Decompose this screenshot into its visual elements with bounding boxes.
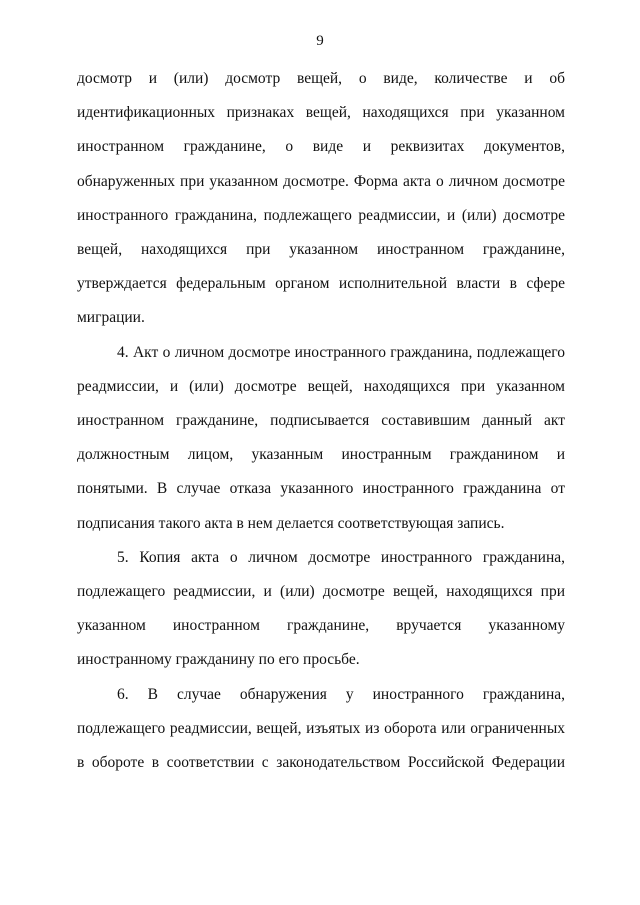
paragraph-4: 4. Акт о личном досмотре иностранного гражданина, подлежащего реадмиссии, и (или) досмотре вещей, находящихся при указанном иностранном гражданине, подписывается составившим данный акт должностным лицом, указанным иностранным гражданином и понятыми. В случае отказа указанного иностранного гражданина от подписания такого акта в нем делается соответствующая запись. <box>77 343 565 532</box>
paragraph-continued: досмотр и (или) досмотр вещей, о виде, количестве и об идентификационных признаках вещей, находящихся при указанном иностранном гражданине, о виде и реквизитах документов, обнаруженных при указанном досмотре. Форма акта о личном досмотре иностранного гражданина, подлежащего реадмиссии, и (или) досмотре вещей, находящихся при указанном иностранном гражданине, утверждается федеральным органом исполнительной власти в сфере миграции. <box>77 70 565 327</box>
paragraph-6: 6. В случае обнаружения у иностранного гражданина, подлежащего реадмиссии, вещей, изъятых из оборота или ограниченных в обороте в соответствии с законодательством Российской Федерации <box>77 685 565 772</box>
document-body <box>77 62 565 780</box>
paragraph-5: 5. Копия акта о личном досмотре иностранного гражданина, подлежащего реадмиссии, и (или) досмотре вещей, находящихся при указанном иностранном гражданине, вручается указанному иностранному гражданину по его просьбе. <box>77 548 565 669</box>
page-number: 9 <box>316 33 324 49</box>
